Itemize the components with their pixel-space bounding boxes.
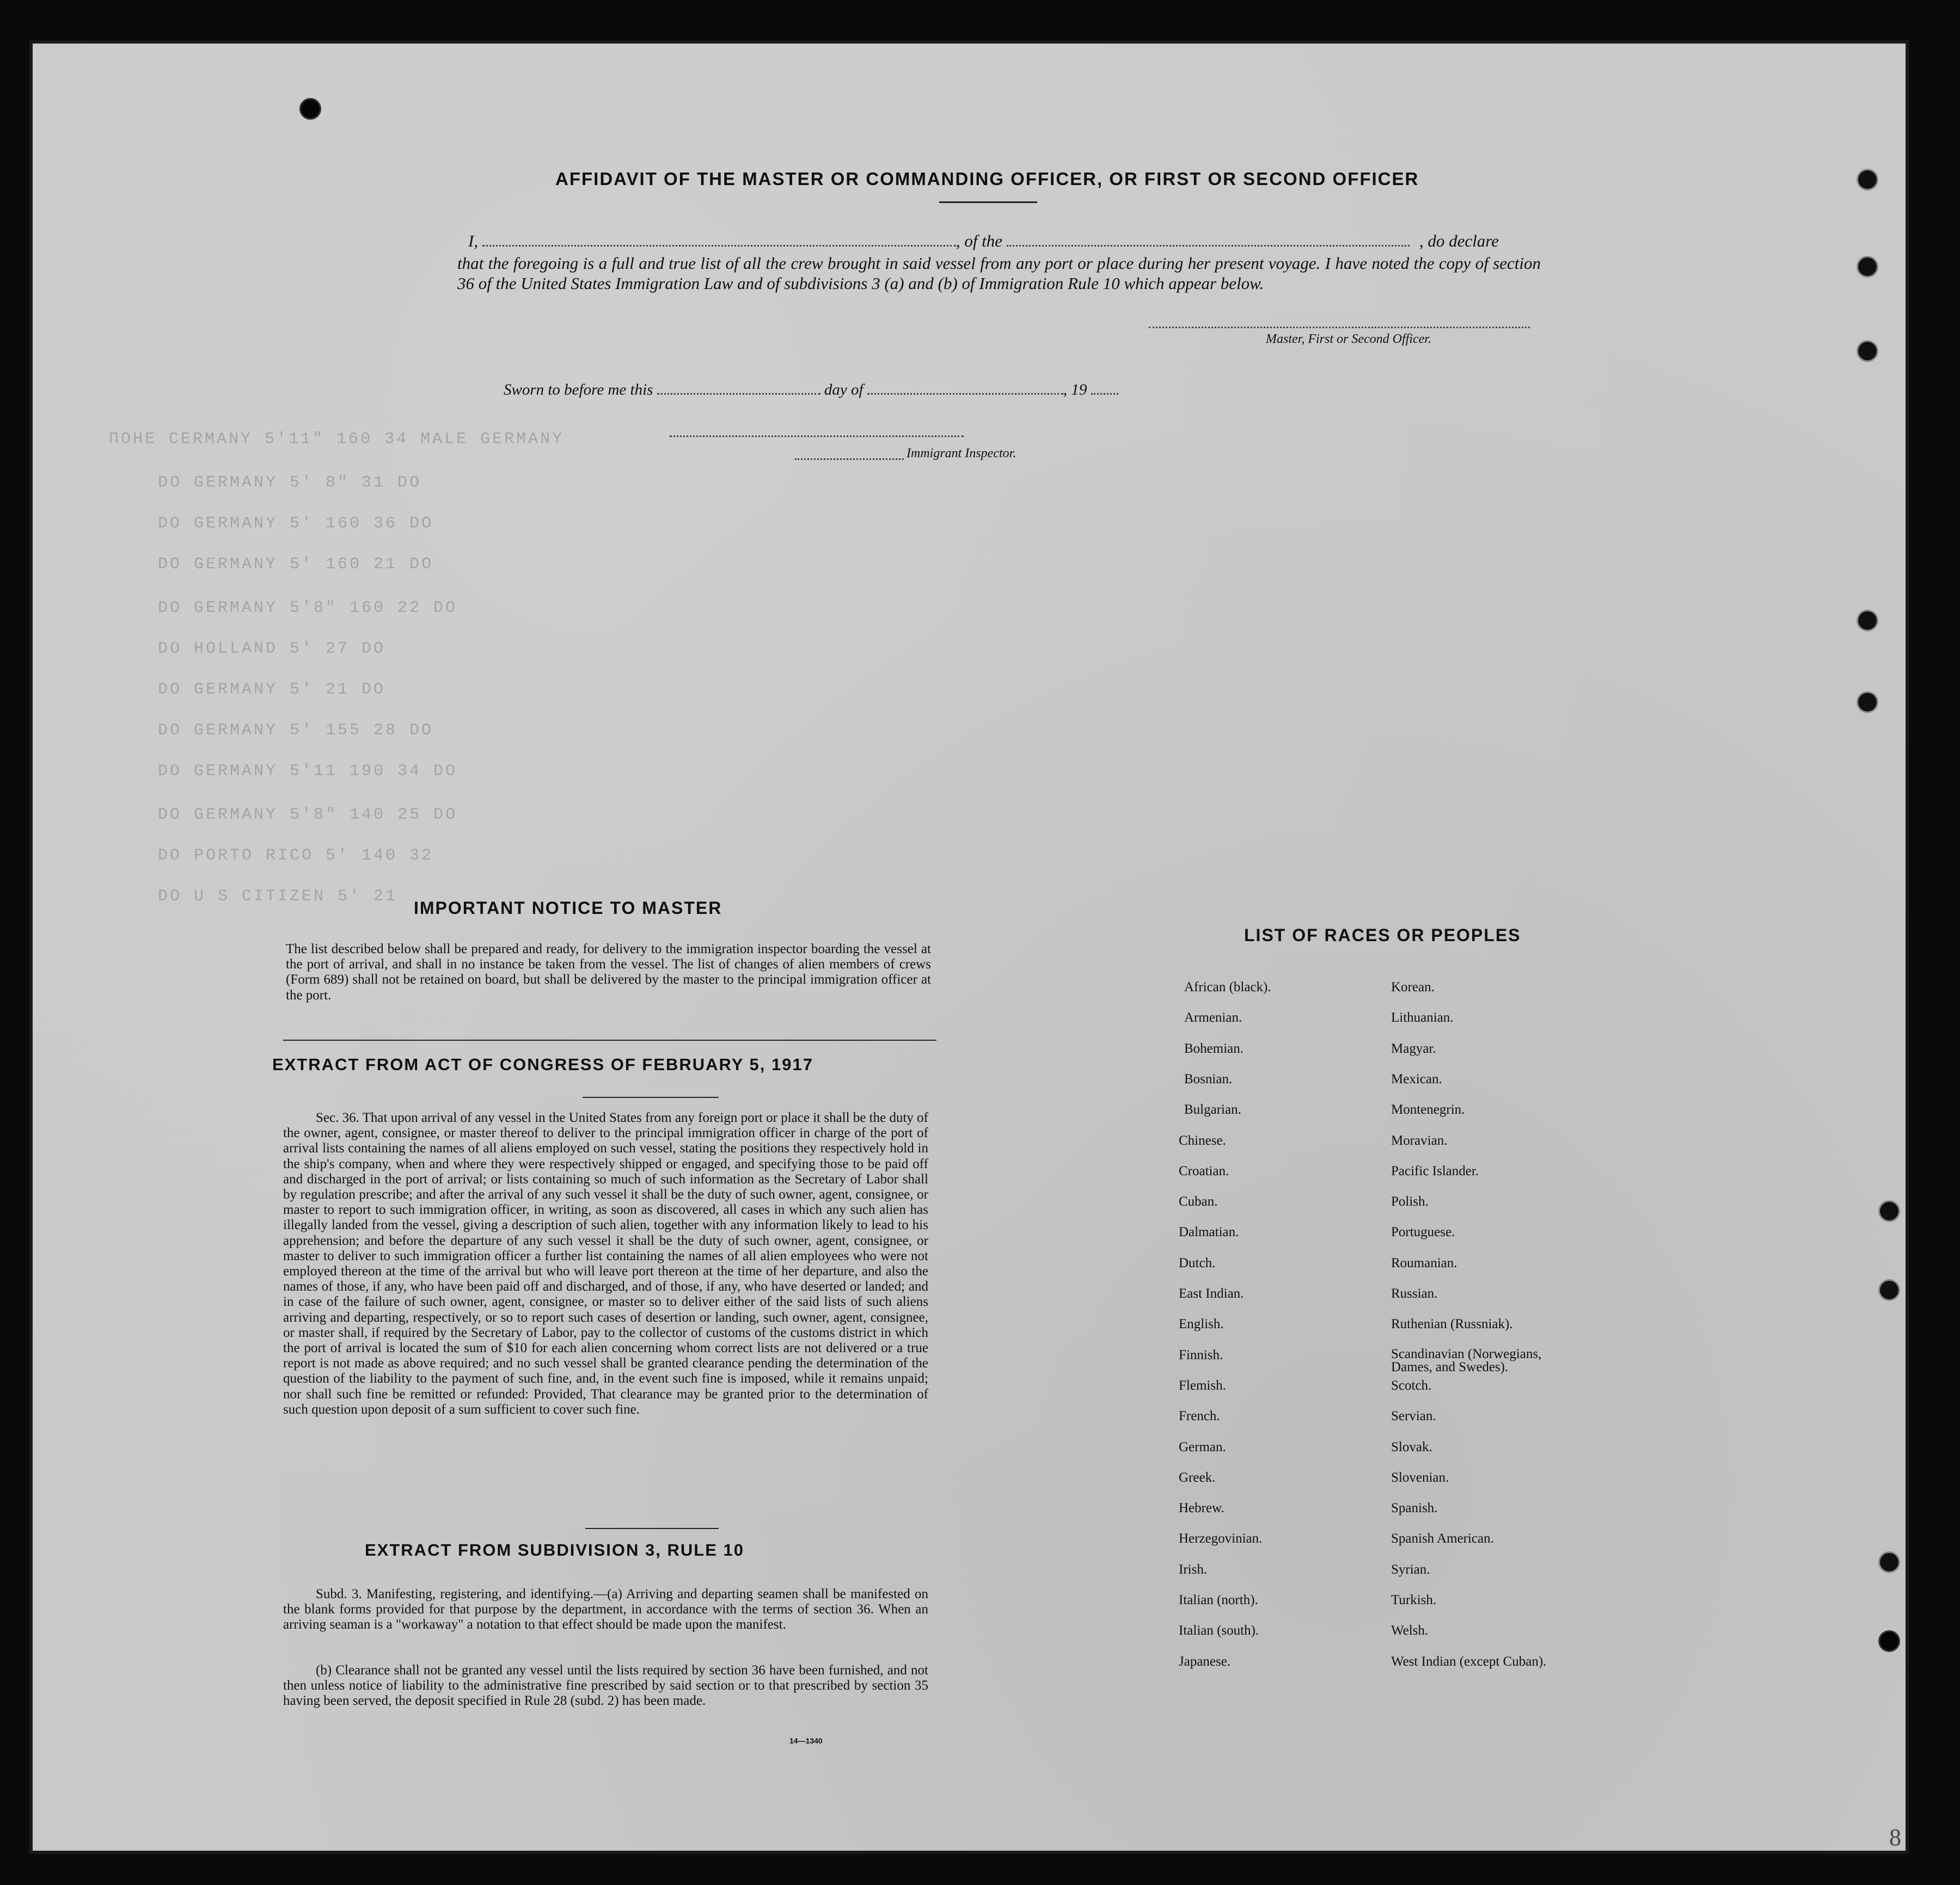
rule-extract-text-a: Subd. 3. Manifesting, registering, and identifying.—(a) Arriving and departing seamen shall be manifested on the blank forms provided for that purpose by the department, in accordance with the terms of section 36. When an arriving seaman is a "workaway" a notation to that effect should be made upon the manifest. [283, 1587, 928, 1632]
manifest-back-page: ПOHE CERMANY 5'11" 160 34 MALE GERMANY DO GERMANY 5' 8" 31 DO DO GERMANY 5' 160 36 DO DO GERMANY 5' 160 21 DO DO GERMANY 5'8" 160 22 DO DO HOLLAND 5' 27 DO DO GERMANY 5' 21 DO DO GERMANY 5' 155 28 DO DO GERMANY 5'11 190 34 DO DO GERMANY 5'8" 140 25 DO DO PORTO RICO 5' 140 32 DO U S CITIZEN 5' 21 AFFIDAVIT OF THE MASTER OR COMMANDING OFFICER, OR FIRST OR SECOND OFFICER I, , of the , do declare that the foregoing is a full and true list of all the crew brought in said vessel from any port or place during her present voyage. I have noted the copy of section 36 of the United States Immigration Law and of subdivisions 3 (a) and (b) of Immigration Rule 10 which appear below. Master, First or Second Officer. Sworn to before me this day of , 19 Immigrant Inspector. IMPORTANT NOTICE TO MASTER The list described below shall be prepared and ready, for delivery to the immigration inspector boarding the vessel at the port of arrival, and shall in no instance be taken from the vessel. The list of changes of alien members of crews (Form 689) shall not be retained on board, but shall be delivered by the master to the principal immigration officer at the port. EXTRACT FROM ACT OF CONGRESS OF FEBRUARY 5, 1917 Sec. 36. That upon arrival of any vessel in the United States from any foreign port or place it shall be the duty of the owner, agent, consignee, or master thereof to deliver to the principal immigration officer in charge of the port of arrival lists containing the names of all aliens employed on such vessel, stating the positions they respectively hold in the ship's company, when and where they were respectively shipped or engaged, and specifying those to be paid off and discharged in the port of arrival; or lists containing so much of such information as the Secretary of Labor shall by regulation prescribe; and after the arrival of any such vessel it shall be the duty of such owner, agent, consignee, or master to report to such immigration officer, in writing, as soon as discovered, all cases in which any such alien has illegally landed from the vessel, giving a description of such alien, together with any information likely to lead to his apprehension; and before the departure of any such vessel it shall be the duty of such owner, agent, consignee, or master to deliver to such immigration officer a further list containing the names of all alien employees who were not employed thereon at the time of the arrival but who will leave port thereon at the time of her departure, and also the names of those, if any, who have been paid off and discharged, and of those, if any, who have deserted or landed; and in case of the failure of such owner, agent, consignee, or master so to deliver either of the said lists of such aliens arriving and departing, respectively, or so to report such cases of desertion or landing, such owner, agent, consignee, or master shall, if required by the Secretary of Labor, pay to the collector of customs of the customs district in which the port of arrival is located the sum of $10 for each alien concerning whom correct lists are not delivered or a true report is not made as above required; and no such vessel shall be granted clearance pending the determination of the question of the liability to the payment of such fine, and, in the event such fine is imposed, while it remains unpaid; nor shall such fine be remitted or refunded: Provided, That clearance may be granted prior to the determination of such question upon deposit of a sum sufficient to cover such fine. EXTRACT FROM SUBDIVISION 3, RULE 10 Subd. 3. Manifesting, registering, and identifying.—(a) Arriving and departing seamen shall be manifested on the blank forms provided for that purpose by the department, in accordance with the terms of section 36. When an arriving seaman is a "workaway" a notation to that effect should be made upon the manifest. (b) Clearance shall not be granted any vessel until the lists required by section 36 have been furnished, and not then unless notice of liability to the administrative fine prescribed by said section or to that prescribed by section 35 having been served, the deposit specified in Rule 28 (subd. 2) has been made. 14—1340 LIST OF RACES OR PEOPLES African (black). Armenian. Bohemian. Bosnian. Bulgarian. Chinese. Croatian. Cuban. Dalmatian. Dutch. East Indian. English. Finnish. Flemish. French. German. Greek. Hebrew. Herzegovinian. Irish. Italian (north). Italian (south). Japanese. Korean. Lithuanian. Magyar. Mexican. Montenegrin. Moravian. Pacific Islander. Polish. Portuguese. Roumanian. Russian. Ruthenian (Russniak). Scandinavian (Norwegians, Dames, and Swedes). Scotch. Servian. Slovak. Slovenian. Spanish. Spanish American. Syrian. Turkish. Welsh. West Indian (except Cuban). 8 [33, 44, 1906, 1851]
race-item: Slovak. [1391, 1439, 1432, 1454]
race-item: Cuban. [1179, 1194, 1218, 1209]
punch-hole [1857, 169, 1878, 191]
rule-extract-text-b: (b) Clearance shall not be granted any vessel until the lists required by section 36 have been furnished, and not then unless notice of liability to the administrative fine prescribed by said section or to that prescribed by section 35 having been served, the deposit specified in Rule 28 (subd. 2) has been made. [283, 1663, 928, 1709]
race-item: French. [1179, 1409, 1220, 1424]
inspector-signature-line-top[interactable] [670, 435, 964, 437]
race-item: Spanish American. [1391, 1531, 1494, 1546]
year-label: , 19 [1063, 381, 1087, 398]
affidavit-text: that the foregoing is a full and true list of all the crew brought in said vessel from any port or place during her present voyage. I have noted the copy of section 36 of the United States Immigration Law and of subdivisions 3 (a) and (b) of Immigration Rule 10 which appear below. [457, 254, 1541, 293]
race-item: Syrian. [1391, 1562, 1430, 1577]
race-item: Lithuanian. [1391, 1010, 1454, 1026]
race-item: Dalmatian. [1179, 1225, 1239, 1240]
sworn-label: Sworn to before me this [504, 381, 653, 398]
divider [585, 1528, 719, 1529]
race-item: Montenegrin. [1391, 1102, 1465, 1118]
inspector-label: Immigrant Inspector. [906, 446, 1016, 460]
race-item: Ruthenian (Russniak). [1391, 1317, 1513, 1332]
race-item: Chinese. [1179, 1133, 1226, 1148]
punch-hole [1878, 1551, 1900, 1573]
i-label: I, [468, 231, 479, 250]
race-item: Magyar. [1391, 1041, 1436, 1056]
race-item: Hebrew. [1179, 1501, 1224, 1516]
race-item: Japanese. [1179, 1654, 1231, 1669]
race-item: Russian. [1391, 1286, 1438, 1301]
race-item: Slovenian. [1391, 1470, 1449, 1485]
signature-label: Master, First or Second Officer. [1266, 332, 1431, 346]
day-of-label: day of [824, 381, 863, 398]
punch-hole [1857, 340, 1878, 362]
race-item: Welsh. [1391, 1623, 1429, 1638]
race-item: Servian. [1391, 1409, 1436, 1424]
race-item: Polish. [1391, 1194, 1429, 1209]
sworn-line [504, 381, 1118, 399]
race-item: English. [1179, 1317, 1224, 1332]
race-item: Roumanian. [1391, 1255, 1457, 1270]
race-item: Italian (south). [1179, 1623, 1259, 1638]
name-blank[interactable] [482, 244, 956, 247]
act-extract-text: Sec. 36. That upon arrival of any vessel in the United States from any foreign port or place it shall be the duty of the owner, agent, consignee, or master thereof to deliver to the principal immigration officer in charge of the port of arrival lists containing the names of all aliens employed on such vessel, stating the positions they respectively hold in the ship's company, when and where they were respectively shipped or engaged, and specifying those to be paid off and discharged in the port of arrival; or lists containing so much of such information as the Secretary of Labor shall by regulation prescribe; and after the arrival of any such vessel it shall be the duty of such owner, agent, consignee, or master to report to such immigration officer, in writing, as soon as discovered, all cases in which any such alien has illegally landed from the vessel, giving a description of such alien, together with any information likely to lead to his apprehension; and before the departure of any such vessel it shall be the duty of such owner, agent, consignee, or master to deliver to such immigration officer a further list containing the names of all alien employees who were not employed thereon at the time of the arrival but who will leave port thereon at the time of her departure, and also the names of those, if any, who have been paid off and discharged, and of those, if any, who have deserted or landed; and in case of the failure of such owner, agent, consignee, or master so to deliver either of the said lists of such aliens arriving and departing, respectively, or so to report such cases of desertion or landing, such owner, agent, consignee, or master shall, if required by the Secretary of Labor, pay to the collector of customs of the customs district in which the port of arrival is located the sum of $10 for each alien concerning whom correct lists are not delivered or a true report is not made as above required; and no such vessel shall be granted clearance pending the determination of the question of the liability to the payment of such fine, and, in the event such fine is imposed, while it remains unpaid; nor shall such fine be remitted or refunded: Provided, That clearance may be granted prior to the determination of such question upon deposit of a sum sufficient to cover such fine. [283, 1110, 928, 1417]
race-item: African (black). [1184, 980, 1271, 994]
notice-title: IMPORTANT NOTICE TO MASTER [414, 898, 722, 918]
race-item: Bosnian. [1184, 1071, 1233, 1086]
race-item: Flemish. [1179, 1378, 1226, 1393]
races-title: LIST OF RACES OR PEOPLES [1244, 925, 1521, 945]
punch-hole [1857, 691, 1878, 713]
vessel-blank[interactable] [1007, 244, 1410, 247]
punch-hole [299, 98, 321, 120]
inspector-signature-line[interactable] [795, 458, 904, 460]
race-item: Greek. [1179, 1470, 1216, 1485]
punch-hole [1878, 1200, 1900, 1222]
race-item: Croatian. [1179, 1163, 1229, 1178]
race-item: Scotch. [1391, 1378, 1432, 1393]
punch-hole [1857, 610, 1878, 631]
of-the-label: , of the [955, 231, 1003, 250]
race-item: West Indian (except Cuban). [1391, 1654, 1547, 1669]
do-declare-label: , do declare [1419, 231, 1499, 250]
race-item: Spanish. [1391, 1501, 1438, 1516]
corner-handwritten-mark: 8 [1889, 1824, 1901, 1851]
race-item: Turkish. [1391, 1593, 1437, 1607]
race-item: Korean. [1391, 980, 1435, 994]
sworn-day-blank[interactable] [657, 392, 820, 395]
rule-extract-title: EXTRACT FROM SUBDIVISION 3, RULE 10 [365, 1540, 744, 1559]
notice-text: The list described below shall be prepared and ready, for delivery to the immigration inspector boarding the vessel at the port of arrival, and shall in no instance be taken from the vessel. The list of changes of alien members of crews (Form 689) shall not be retained on board, but shall be delivered by the master to the principal immigration officer at the port. [286, 942, 931, 1003]
race-item: Bulgarian. [1184, 1102, 1241, 1118]
race-item: Moravian. [1391, 1133, 1448, 1148]
race-item: Mexican. [1391, 1071, 1442, 1086]
punch-hole [1857, 256, 1878, 278]
divider [583, 1097, 719, 1098]
race-item: Pacific Islander. [1391, 1163, 1479, 1178]
punch-hole [1878, 1279, 1900, 1301]
punch-hole [1878, 1630, 1900, 1652]
title-rule [939, 201, 1037, 203]
race-item: Scandinavian (Norwegians, Dames, and Swedes). [1391, 1346, 1542, 1374]
sworn-month-blank[interactable] [867, 392, 1063, 395]
act-extract-title: EXTRACT FROM ACT OF CONGRESS OF FEBRUARY 5, 1917 [272, 1055, 813, 1074]
race-item: East Indian. [1179, 1286, 1244, 1301]
race-item: Bohemian. [1184, 1041, 1244, 1056]
race-item: Portuguese. [1391, 1225, 1455, 1240]
form-number: 14—1340 [789, 1736, 823, 1745]
affidavit-declaration-line [468, 231, 1499, 251]
race-item: Armenian. [1184, 1010, 1242, 1026]
affidavit-title: AFFIDAVIT OF THE MASTER OR COMMANDING OFFICER, OR FIRST OR SECOND OFFICER [555, 169, 1419, 189]
race-item: Dutch. [1179, 1255, 1216, 1270]
divider [283, 1040, 936, 1041]
race-item: Finnish. [1179, 1347, 1223, 1362]
race-item: German. [1179, 1439, 1226, 1454]
sworn-year-blank[interactable] [1091, 392, 1118, 395]
race-item: Italian (north). [1179, 1593, 1258, 1607]
race-item: Herzegovinian. [1179, 1531, 1263, 1546]
signature-line[interactable] [1149, 327, 1530, 328]
race-item: Irish. [1179, 1562, 1208, 1577]
